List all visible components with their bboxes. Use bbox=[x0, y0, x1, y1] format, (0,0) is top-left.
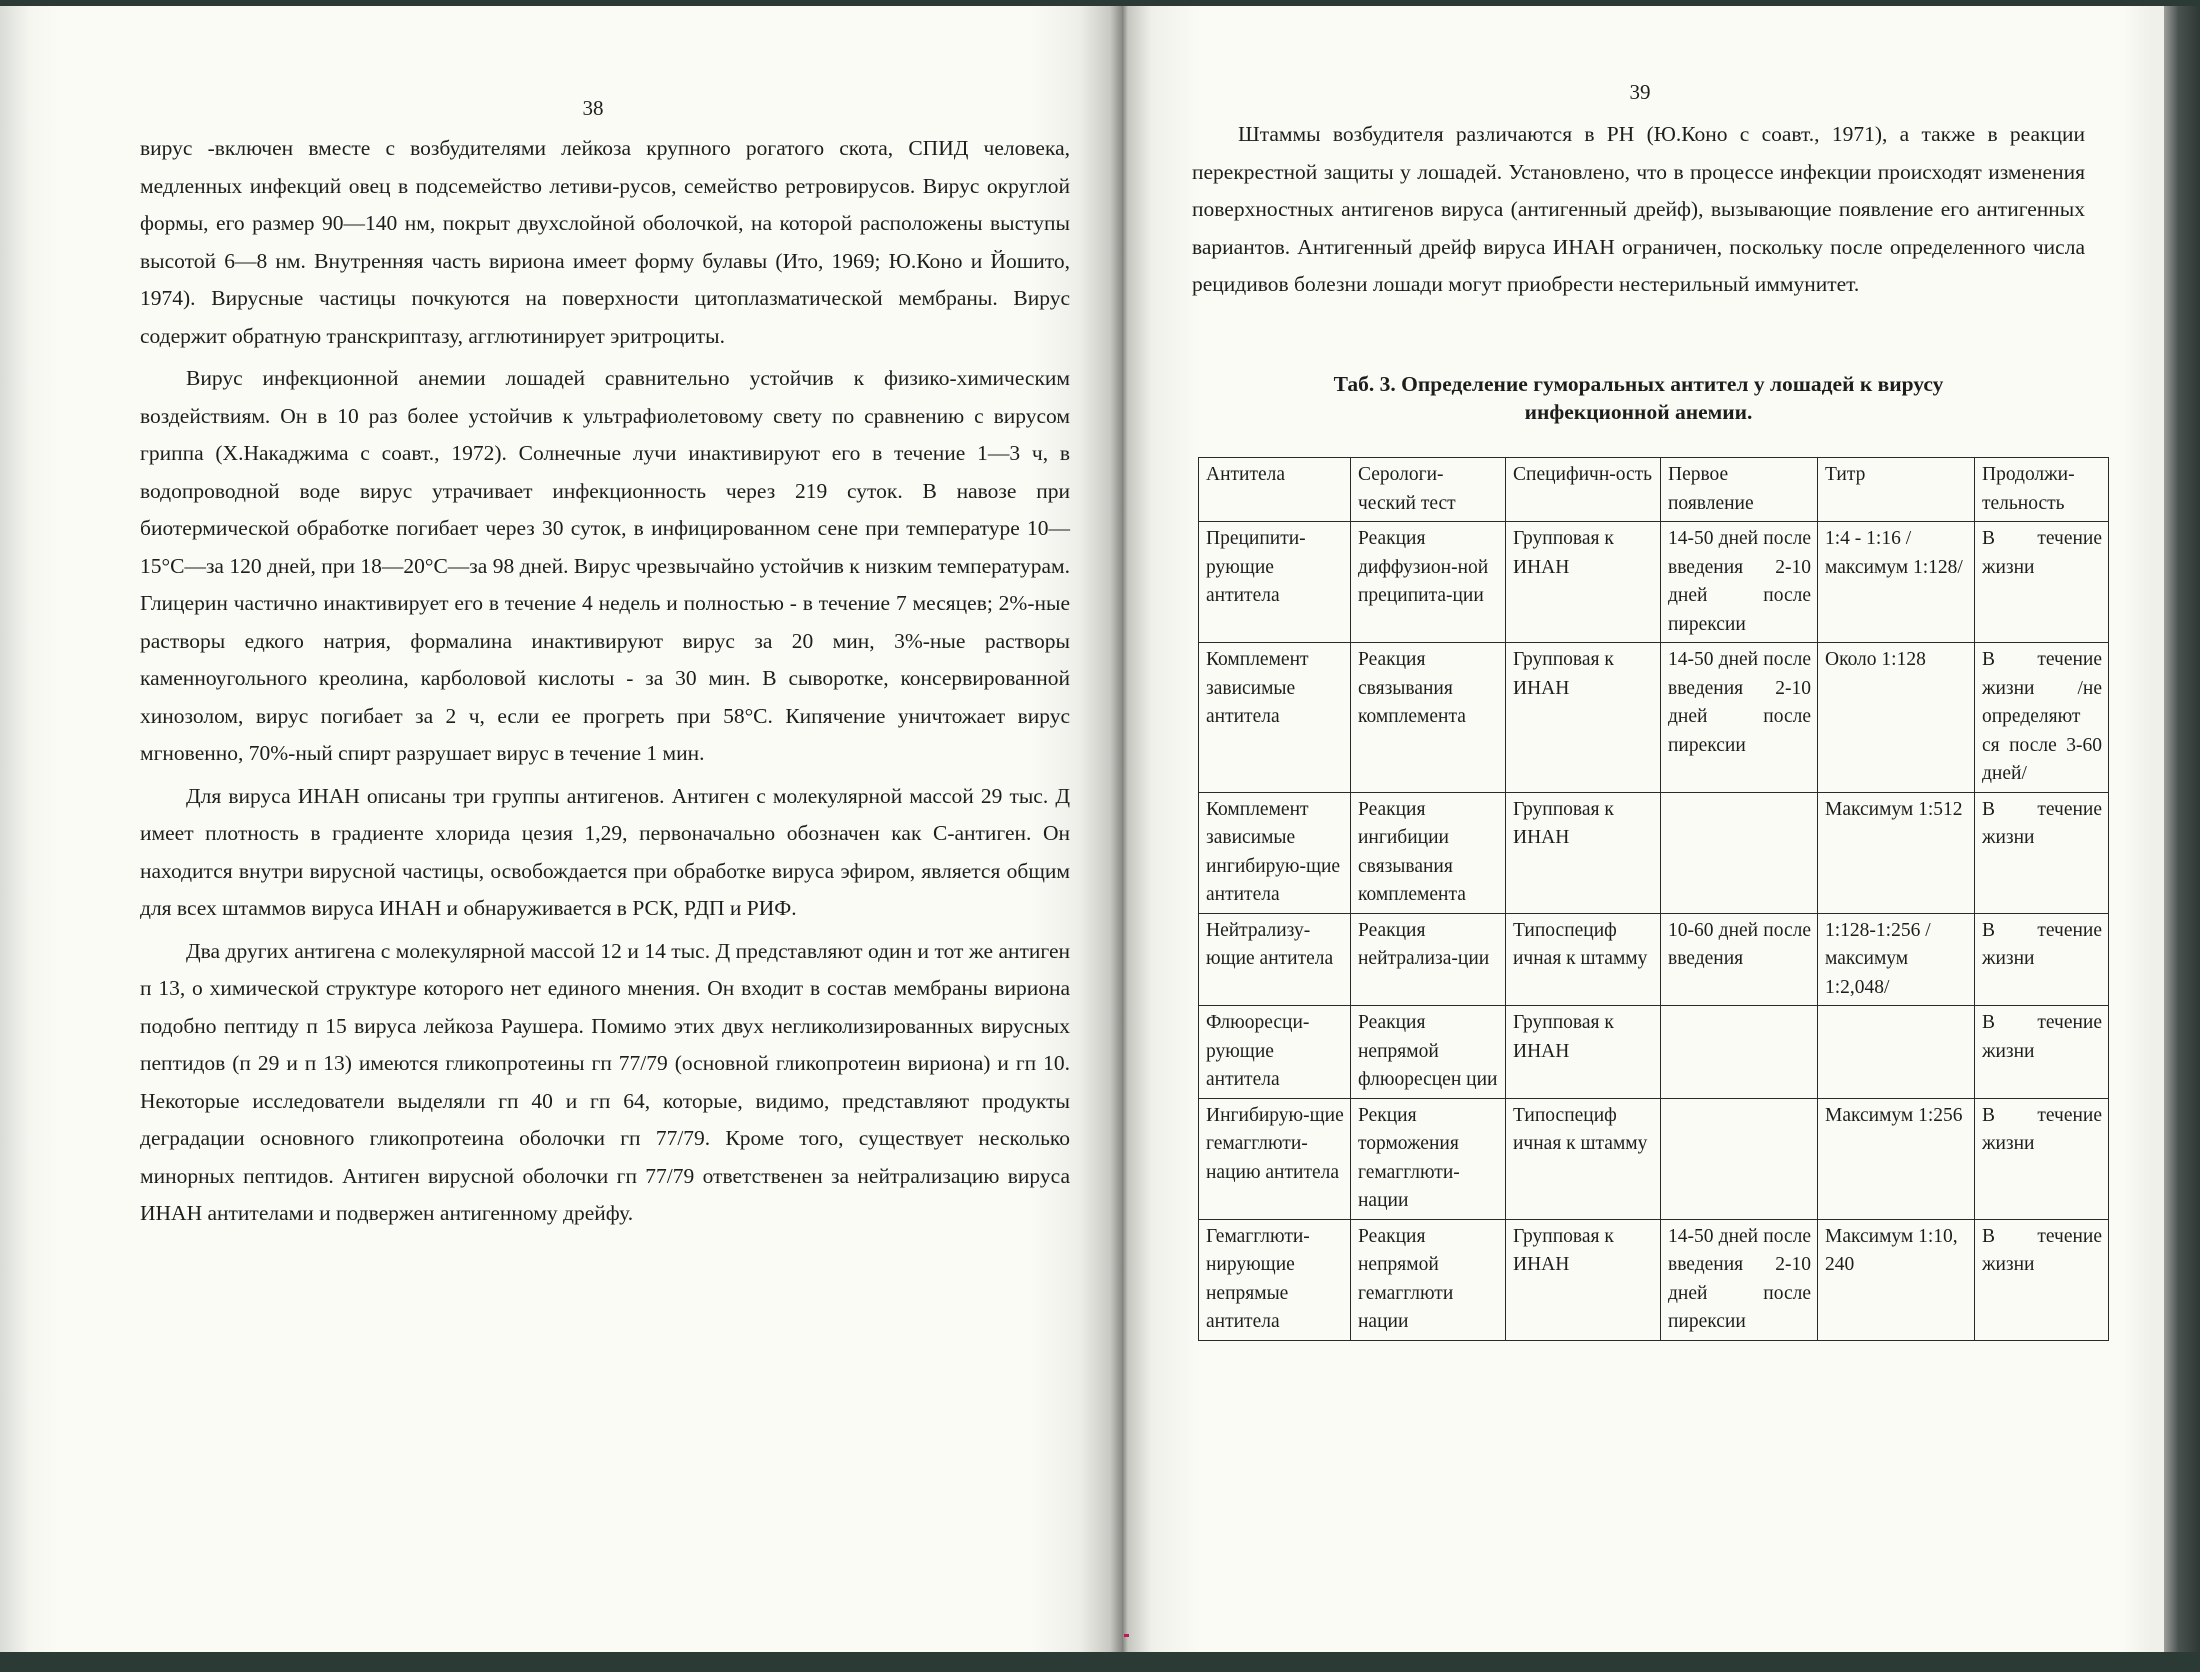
cell-antibodies: Гемагглюти-нирующие непрямые антитела bbox=[1199, 1219, 1351, 1340]
cell-titer bbox=[1818, 1006, 1975, 1099]
cell-specificity: Групповая к ИНАН bbox=[1506, 792, 1661, 913]
table-row bbox=[1199, 792, 2109, 913]
cell-titer: 1:128-1:256 /максимум 1:2,048/ bbox=[1818, 913, 1975, 1006]
table-row bbox=[1199, 1098, 2109, 1219]
cell-titer: Максимум 1:10, 240 bbox=[1818, 1219, 1975, 1340]
cell-specificity: Типоспециф ичная к штамму bbox=[1506, 913, 1661, 1006]
cell-serological-test: Реакция непрямой флюоресцен ции bbox=[1351, 1006, 1506, 1099]
cell-antibodies: Комплемент зависимые ингибирую-щие антитела bbox=[1199, 792, 1351, 913]
cell-first-appearance: 14-50 дней после введения 2-10 дней после пирексии bbox=[1661, 522, 1818, 643]
left-page-body bbox=[140, 130, 1070, 1233]
cell-duration: В течение жизни /не определяют ся после 3-60 дней/ bbox=[1975, 643, 2109, 793]
paragraph: Для вируса ИНАН описаны три группы антигенов. Антиген с молекулярной массой 29 тыс. Д имеет плотность в градиенте хлорида цезия 1,29, первоначально обозначен как С-антиген. Он находится внутри вирусной частицы, освобождается при обработке вируса эфиром, является общим для всех штаммов вируса ИНАН и обнаруживается в РСК, РДП и РИФ. bbox=[140, 783, 1070, 920]
cell-serological-test: Реакция ингибиции связывания комплемента bbox=[1351, 792, 1506, 913]
header-antibodies: Антитела bbox=[1199, 458, 1351, 522]
table-caption-line: инфекционной анемии. bbox=[1524, 400, 1753, 424]
cell-serological-test: Реакция связывания комплемента bbox=[1351, 643, 1506, 793]
table-header-row bbox=[1199, 458, 2109, 522]
table-row bbox=[1199, 913, 2109, 1006]
paragraph: вирус -включен вместе с возбудителями лейкоза крупного рогатого скота, СПИД человека, медленных инфекций овец в подсемейство летиви-русов, семейство ретровирусов. Вирус округлой формы, его размер 90—140 нм, покрыт двухслойной оболочкой, на которой расположены выступы высотой 6—8 нм. Внутренняя часть вириона имеет форму булавы (Ито, 1969; Ю.Коно и Йошито, 1974). Вирусные частицы почкуются на поверхности цитоплазматической мембраны. Вирус содержит обратную транскриптазу, агглютинирует эритроциты. bbox=[140, 136, 1070, 348]
cell-serological-test: Рекция торможения гемагглюти-нации bbox=[1351, 1098, 1506, 1219]
paragraph: Два других антигена с молекулярной массой 12 и 14 тыс. Д представляют один и тот же антиген п 13, о химической структуре которого нет единого мнения. Он входит в состав мембраны вириона подобно пептиду п 15 вируса лейкоза Раушера. Помимо этих двух негликолизированных вирусных пептидов (п 29 и п 13) имеются гликопротеины гп 77/79 (основной гликопротеин вириона) и гп 10. Некоторые исследователи выделяли гп 40 и гп 64, которые, видимо, представляют продукты деградации основного гликопротеина оболочки гп 77/79. Кроме того, существует несколько минорных пептидов. Антиген вирусной оболочки гп 77/79 ответственен за нейтрализацию вируса ИНАН антителами и подвержен антигенному дрейфу. bbox=[140, 938, 1070, 1225]
cell-titer: 1:4 - 1:16 /максимум 1:128/ bbox=[1818, 522, 1975, 643]
right-page-body bbox=[1192, 116, 2085, 304]
table-caption bbox=[1192, 370, 2085, 426]
cell-titer: Максимум 1:256 bbox=[1818, 1098, 1975, 1219]
cell-first-appearance: 10-60 дней после введения bbox=[1661, 913, 1818, 1006]
header-titer: Титр bbox=[1818, 458, 1975, 522]
page-number-left: 38 bbox=[582, 96, 604, 120]
header-serological-test: Серологи-ческий тест bbox=[1351, 458, 1506, 522]
table-caption-line: Таб. 3. Определение гуморальных антител у лошадей к вирусу bbox=[1333, 372, 1944, 396]
scanner-bed-edge bbox=[0, 1652, 2200, 1672]
ink-mark bbox=[1124, 1634, 1129, 1637]
table-row bbox=[1199, 643, 2109, 793]
cell-first-appearance bbox=[1661, 1098, 1818, 1219]
cell-titer: Около 1:128 bbox=[1818, 643, 1975, 793]
antibodies-table bbox=[1198, 457, 2109, 1341]
header-duration: Продолжи-тельность bbox=[1975, 458, 2109, 522]
cell-first-appearance: 14-50 дней после введения 2-10 дней после пирексии bbox=[1661, 1219, 1818, 1340]
book-edge bbox=[2164, 6, 2200, 1666]
cell-duration: В течение жизни bbox=[1975, 1098, 2109, 1219]
cell-duration: В течение жизни bbox=[1975, 1006, 2109, 1099]
cell-specificity: Типоспециф ичная к штамму bbox=[1506, 1098, 1661, 1219]
page-number-right: 39 bbox=[1629, 80, 1651, 104]
cell-serological-test: Реакция нейтрализа-ции bbox=[1351, 913, 1506, 1006]
cell-antibodies: Флюоресци-рующие антитела bbox=[1199, 1006, 1351, 1099]
table-row bbox=[1199, 1219, 2109, 1340]
cell-serological-test: Реакция непрямой гемагглюти нации bbox=[1351, 1219, 1506, 1340]
cell-duration: В течение жизни bbox=[1975, 792, 2109, 913]
cell-antibodies: Преципити-рующие антитела bbox=[1199, 522, 1351, 643]
cell-titer: Максимум 1:512 bbox=[1818, 792, 1975, 913]
cell-antibodies: Нейтрализу-ющие антитела bbox=[1199, 913, 1351, 1006]
header-specificity: Специфичн-ость bbox=[1506, 458, 1661, 522]
table-row bbox=[1199, 522, 2109, 643]
cell-duration: В течение жизни bbox=[1975, 913, 2109, 1006]
cell-serological-test: Реакция диффузион-ной преципита-ции bbox=[1351, 522, 1506, 643]
cell-specificity: Групповая к ИНАН bbox=[1506, 1006, 1661, 1099]
table-row bbox=[1199, 1006, 2109, 1099]
cell-first-appearance bbox=[1661, 792, 1818, 913]
cell-specificity: Групповая к ИНАН bbox=[1506, 643, 1661, 793]
header-first-appearance: Первое появление bbox=[1661, 458, 1818, 522]
cell-specificity: Групповая к ИНАН bbox=[1506, 1219, 1661, 1340]
cell-duration: В течение жизни bbox=[1975, 522, 2109, 643]
cell-first-appearance bbox=[1661, 1006, 1818, 1099]
cell-specificity: Групповая к ИНАН bbox=[1506, 522, 1661, 643]
paragraph: Вирус инфекционной анемии лошадей сравнительно устойчив к физико-химическим воздействиям. Он в 10 раз более устойчив к ультрафиолетовому свету по сравнению с вирусом гриппа (Х.Накаджима с соавт., 1972). Солнечные лучи инактивируют его в течение 1—3 ч, в водопроводной воде вирус утрачивает инфекционность через 219 суток. В навозе при биотермической обработке погибает через 30 суток, в инфицированном сене при температуре 10—15°С—за 120 дней, при 18—20°С—за 98 дней. Вирус чрезвычайно устойчив к низким температурам. Глицерин частично инактивирует его в течение 4 недель и полностью - в течение 7 месяцев; 2%-ные растворы едкого натрия, формалина инактивируют вирус за 20 мин, 3%-ные растворы каменноугольного креолина, карболовой кислоты - за 30 мин. В сыворотке, консервированной хинозолом, вирус погибает за 2 ч, если ее прогреть при 58°С. Кипячение уничтожает вирус мгновенно, 70%-ный спирт разрушает вирус в течение 1 мин. bbox=[140, 366, 1070, 765]
cell-antibodies: Ингибирую-щие гемагглюти-нацию антитела bbox=[1199, 1098, 1351, 1219]
cell-antibodies: Комплемент зависимые антитела bbox=[1199, 643, 1351, 793]
cell-duration: В течение жизни bbox=[1975, 1219, 2109, 1340]
paragraph: Штаммы возбудителя различаются в РН (Ю.Коно с соавт., 1971), а также в реакции перекрестной защиты у лошадей. Установлено, что в процессе инфекции происходят изменения поверхностных антигенов вируса (антигенный дрейф), вызывающие появление его антигенных вариантов. Антигенный дрейф вируса ИНАН ограничен, поскольку после определенного числа рецидивов болезни лошади могут приобрести нестерильный иммунитет. bbox=[1192, 122, 2085, 296]
cell-first-appearance: 14-50 дней после введения 2-10 дней после пирексии bbox=[1661, 643, 1818, 793]
